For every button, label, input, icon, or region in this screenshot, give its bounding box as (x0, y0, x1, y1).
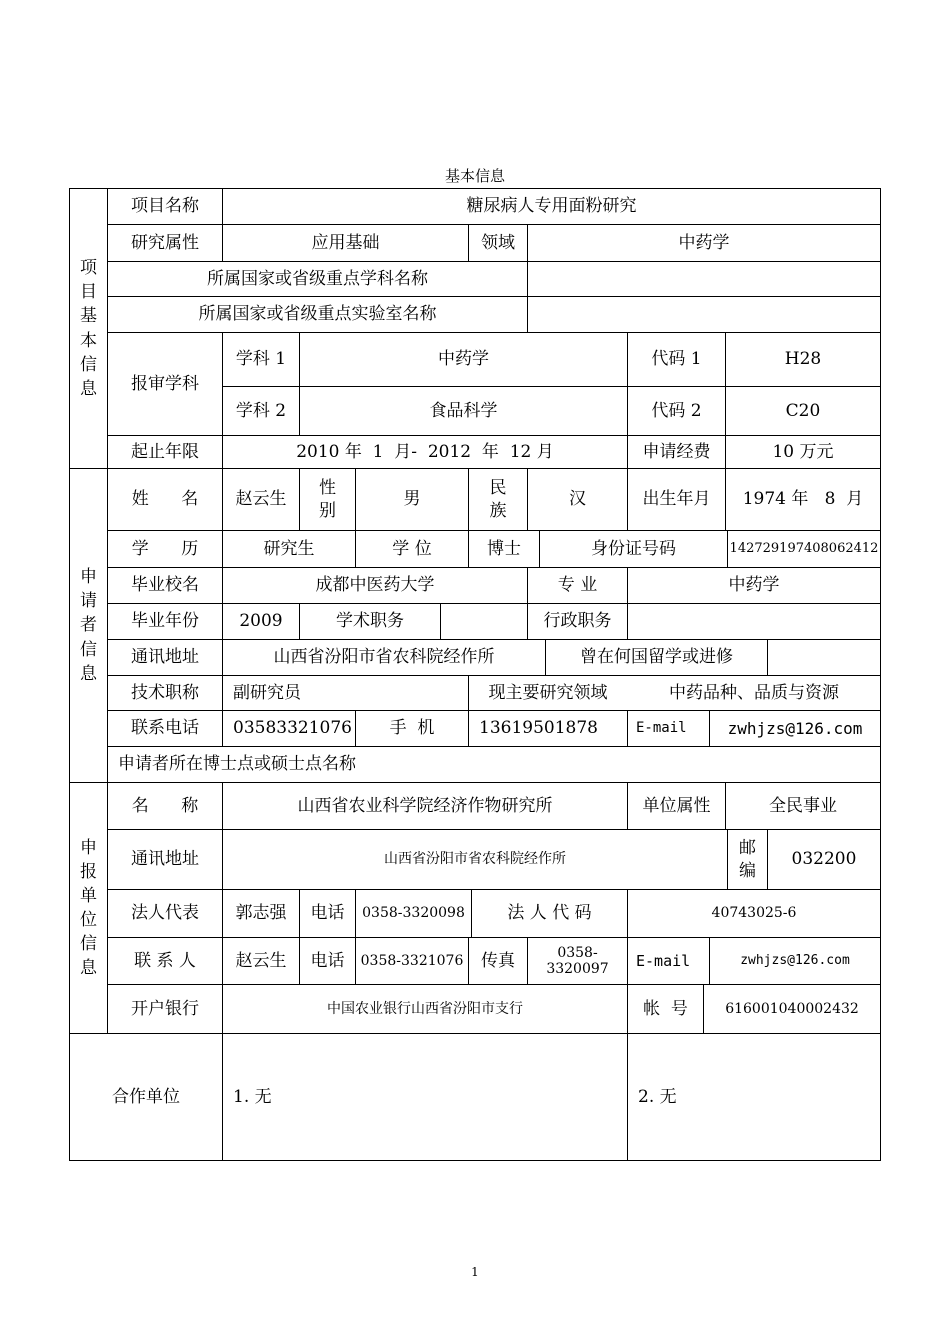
legal-code-value: 40743025-6 (711, 905, 797, 922)
applicant-address-value: 山西省汾阳市省农科院经作所 (273, 647, 495, 668)
unit-phone2-value: 0358-3321076 (360, 952, 464, 969)
funding-value: 10 万元 (772, 441, 834, 462)
bank-value: 中国农业银行山西省汾阳市支行 (327, 1000, 523, 1017)
key-discipline-value (528, 262, 880, 296)
birth-value: 1974 年 8 月 (742, 489, 864, 510)
research-area-value: 中药品种、品质与资源 (669, 682, 839, 703)
bank-label: 开户银行 (131, 998, 199, 1019)
section-applicant-label: 申请者信息 (80, 567, 97, 684)
admin-title-value (628, 604, 880, 639)
section-unit-label: 申报单位信息 (80, 837, 97, 979)
unit-phone2-label: 电话 (310, 950, 345, 971)
education-value: 研究生 (263, 538, 315, 559)
research-attr-label: 研究属性 (131, 232, 199, 253)
birth-label: 出生年月 (642, 489, 711, 510)
academic-title-value (441, 604, 527, 639)
abroad-label: 曾在何国留学或进修 (580, 647, 733, 668)
key-lab-value (528, 297, 880, 332)
gender-value: 男 (403, 489, 421, 510)
subject2-value: 食品科学 (429, 400, 498, 421)
review-subject-label: 报审学科 (131, 373, 199, 394)
research-attr-value: 应用基础 (311, 232, 380, 253)
phone-value: 03583321076 (233, 718, 352, 739)
page-number: 1 (471, 1265, 479, 1279)
ethnic-label: 民族 (489, 478, 507, 521)
code1-value: H28 (784, 349, 822, 370)
postcode-label: 邮编 (739, 838, 756, 881)
field-value: 中药学 (678, 232, 730, 253)
section-project-label: 项目基本信息 (80, 258, 97, 399)
account-label: 帐 号 (643, 998, 688, 1019)
applicant-email-value: zwhjzs@126.com (727, 718, 863, 738)
tech-title-label: 技术职称 (131, 682, 199, 703)
unit-phone1-label: 电话 (310, 903, 345, 924)
contact-label: 联 系 人 (134, 950, 196, 971)
subject1-value: 中药学 (438, 349, 489, 370)
phone-label: 联系电话 (131, 718, 199, 739)
education-label: 学 历 (131, 538, 199, 559)
period-value: 2010 年 1 月- 2012 年 12 月 (296, 441, 554, 462)
major-label: 专 业 (557, 575, 598, 596)
unit-phone1-value: 0358-3320098 (362, 905, 465, 922)
degree-label: 学 位 (392, 538, 432, 559)
research-area-label: 现主要研究领域 (488, 682, 608, 703)
cooperation-unit2: 2. 无 (638, 1086, 677, 1107)
subject1-label: 学科 1 (235, 349, 287, 370)
cooperation-unit1: 1. 无 (233, 1086, 272, 1107)
school-label: 毕业校名 (131, 575, 199, 596)
degree-value: 博士 (487, 538, 521, 559)
id-number-value: 142729197408062412 (729, 541, 879, 557)
subject2-label: 学科 2 (235, 400, 287, 421)
applicant-email-label: E-mail (636, 720, 687, 737)
unit-address-label: 通讯地址 (131, 849, 199, 870)
account-value: 616001040002432 (725, 1000, 859, 1017)
unit-nature-label: 单位属性 (642, 795, 711, 816)
unit-address-value: 山西省汾阳市省农科院经作所 (384, 851, 566, 868)
applicant-name-value: 赵云生 (235, 489, 287, 510)
code2-label: 代码 2 (651, 400, 702, 421)
unit-nature-value: 全民事业 (769, 795, 837, 816)
fax-label: 传真 (481, 950, 515, 971)
funding-label: 申请经费 (642, 441, 711, 462)
applicant-address-label: 通讯地址 (131, 647, 199, 668)
mobile-label: 手 机 (389, 718, 435, 739)
grad-year-label: 毕业年份 (131, 611, 199, 632)
project-name-label: 项目名称 (131, 196, 199, 217)
legal-rep-label: 法人代表 (131, 903, 199, 924)
project-name-value: 糖尿病人专用面粉研究 (466, 196, 637, 217)
form-title: 基本信息 (444, 167, 505, 185)
admin-title-label: 行政职务 (543, 611, 612, 632)
contact-value: 赵云生 (235, 950, 287, 971)
ethnic-value: 汉 (569, 489, 586, 510)
unit-email-label: E-mail (636, 951, 691, 970)
applicant-name-label: 姓 名 (131, 489, 199, 510)
legal-rep-value: 郭志强 (235, 903, 287, 924)
key-discipline-label: 所属国家或省级重点学科名称 (207, 268, 428, 289)
field-label: 领域 (481, 232, 515, 253)
cooperation-label: 合作单位 (112, 1086, 180, 1107)
school-value: 成都中医药大学 (315, 575, 435, 596)
code2-value: C20 (785, 400, 821, 421)
mobile-value: 13619501878 (479, 718, 598, 739)
id-number-label: 身份证号码 (591, 538, 676, 559)
code1-label: 代码 1 (651, 349, 702, 370)
fax-value: 0358-3320097 (546, 944, 609, 977)
doctoral-point-label: 申请者所在博士点或硕士点名称 (118, 754, 356, 775)
unit-email-value: zwhjzs@126.com (740, 953, 850, 969)
grad-year-value: 2009 (239, 611, 283, 632)
unit-name-label: 名 称 (131, 795, 199, 816)
major-value: 中药学 (728, 575, 780, 596)
gender-label: 性别 (319, 478, 336, 521)
abroad-value (768, 640, 880, 675)
legal-code-label: 法 人 代 码 (507, 903, 592, 924)
period-label: 起止年限 (131, 441, 199, 462)
unit-name-value: 山西省农业科学院经济作物研究所 (297, 795, 553, 816)
key-lab-label: 所属国家或省级重点实验室名称 (198, 304, 437, 325)
doctoral-point-value (469, 747, 880, 782)
academic-title-label: 学术职务 (336, 611, 404, 632)
tech-title-value: 副研究员 (233, 682, 301, 703)
postcode-value: 032200 (791, 849, 857, 870)
